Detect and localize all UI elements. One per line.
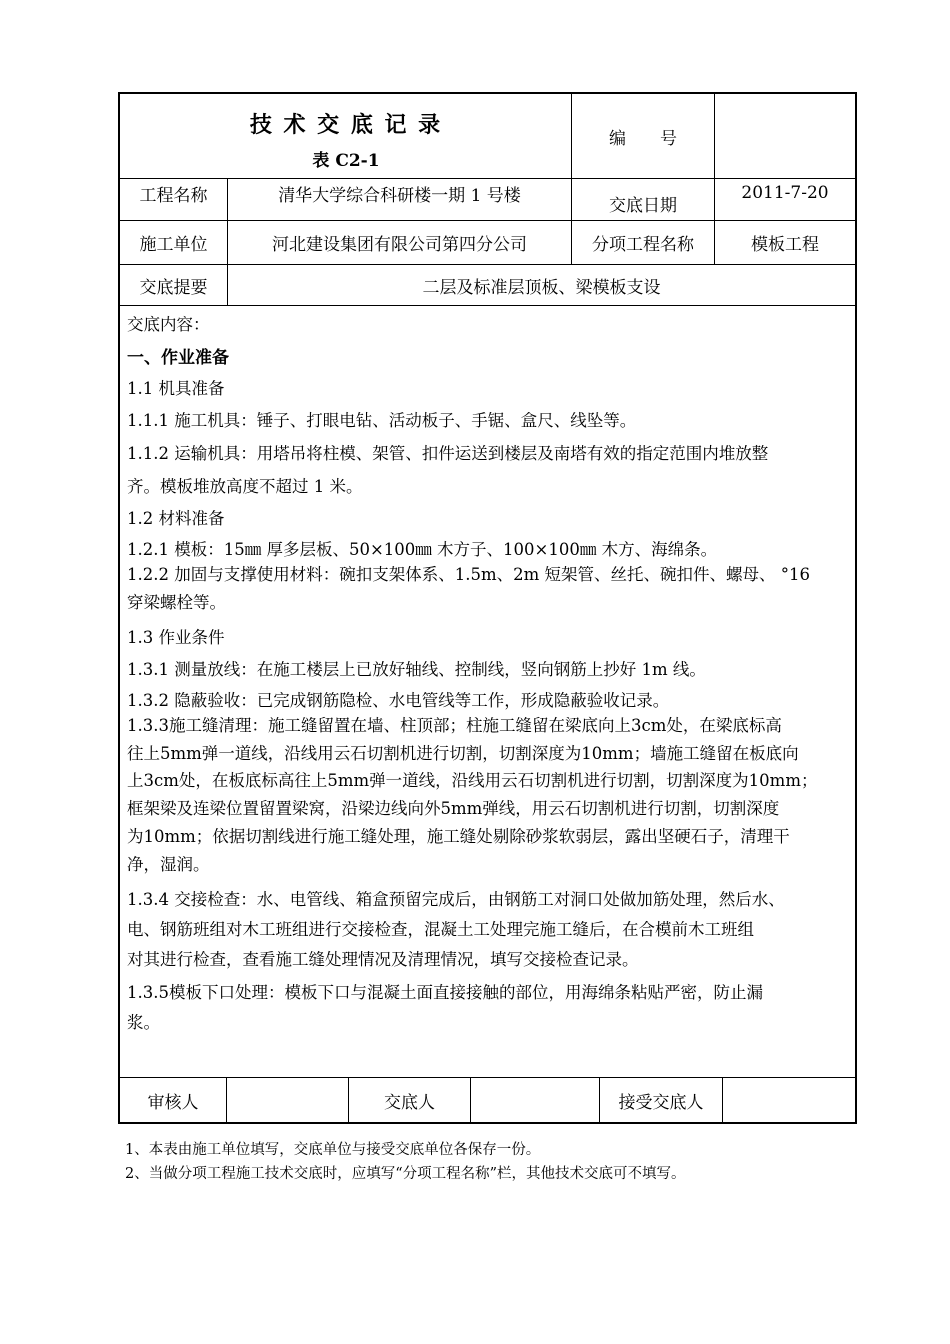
reviewer-field[interactable] [227,1078,348,1122]
paragraph-line: 1.3.4 交接检查：水、电管线、箱盒预留完成后，由钢筋工对洞口处做加筋处理，然后水、 [127,889,785,909]
subsection-heading: 1.1 机具准备 [127,379,225,399]
paragraph-line: 浆。 [127,1012,160,1032]
project-name-label: 工程名称 [139,185,208,206]
page-title: 技 术 交 底 记 录 [249,112,443,138]
construction-unit[interactable]: 河北建设集团有限公司第四分公司 [272,235,527,255]
subproject-name[interactable]: 模板工程 [751,235,819,255]
paragraph-line: 上3cm处，在板底标高往上5mm弹一道线，沿线用云石切割机进行切割，切割深度为10mm； [127,771,818,791]
summary-text[interactable]: 二层及标准层顶板、梁模板支设 [422,277,661,298]
paragraph: 1.2.1 模板：15㎜ 厚多层板、50×100㎜ 木方子、100×100㎜ 木方、海绵条。 [127,540,718,560]
paragraph: 齐。模板堆放高度不超过 1 米。 [127,476,363,496]
receiver-field[interactable] [723,1078,855,1122]
footnotes [125,1138,686,1186]
form-number: 表 C2-1 [312,151,380,171]
subsection-heading: 1.3 作业条件 [127,627,225,647]
number-value[interactable] [715,94,855,178]
footnote: 2、当做分项工程施工技术交底时，应填写“分项工程名称”栏，其他技术交底可不填写。 [125,1166,686,1182]
date-value[interactable]: 2011-7-20 [741,183,829,203]
paragraph-line: 1.3.5模板下口处理：模板下口与混凝土面直接接触的部位，用海绵条粘贴严密，防止漏 [127,982,763,1002]
summary-label: 交底提要 [139,277,208,298]
paragraph-line: 对其进行检查，查看施工缝处理情况及清理情况，填写交接检查记录。 [127,949,639,969]
paragraph-construction-joint [127,712,851,879]
paragraph-line: 1.3.3施工缝清理：施工缝留置在墙、柱顶部；柱施工缝留在梁底向上3cm处，在梁底标高 [127,715,782,735]
date-label: 交底日期 [609,196,677,216]
presenter-label: 交底人 [384,1092,435,1113]
paragraph-line: 框架梁及连梁位置留置梁窝，沿梁边线向外5mm弹线，用云石切割机进行切割，切割深度 [127,799,780,819]
paragraph-line: 电、钢筋班组对木工班组进行交接检查，混凝土工处理完施工缝后，在合模前木工班组 [127,919,754,939]
paragraph: 1.1.2 运输机具：用塔吊将柱模、架管、扣件运送到楼层及南塔有效的指定范围内堆放整 [127,444,769,464]
number-label: 编 号 [609,128,677,149]
paragraph-line: 往上5mm弹一道线，沿线用云石切割机进行切割，切割深度为10mm；墙施工缝留在板底向 [127,743,799,763]
section-heading: 一、作业准备 [127,347,229,368]
reviewer-label: 审核人 [147,1092,199,1113]
receiver-label: 接受交底人 [618,1092,704,1113]
paragraph-line: 为10mm；依据切割线进行施工缝处理，施工缝处剔除砂浆软弱层，露出坚硬石子，清理干 [127,826,790,846]
paragraph-formwork-bottom [127,978,851,1038]
unit-label: 施工单位 [139,235,208,255]
footnote: 1、本表由施工单位填写，交底单位与接受交底单位各保存一份。 [125,1142,541,1158]
paragraph: 穿梁螺栓等。 [127,593,226,613]
project-name[interactable]: 清华大学综合科研楼一期 1 号楼 [278,185,521,206]
content-body [127,311,851,1038]
subproject-label: 分项工程名称 [592,235,694,255]
paragraph: 1.1.1 施工机具：锤子、打眼电钻、活动板子、手锯、盒尺、线坠等。 [127,410,637,430]
paragraph: 1.2.2 加固与支撑使用材料：碗扣支架体系、1.5m、2m 短架管、丝托、碗扣件、螺母、 °16 [127,564,810,584]
row-divider [120,305,855,306]
paragraph: 1.3.1 测量放线：在施工楼层上已放好轴线、控制线，竖向钢筋上抄好 1m 线。 [127,659,706,679]
paragraph-handover-check [127,885,851,975]
subsection-heading: 1.2 材料准备 [127,508,225,528]
content-intro: 交底内容： [127,315,210,334]
paragraph: 1.3.2 隐蔽验收：已完成钢筋隐检、水电管线等工作，形成隐蔽验收记录。 [127,691,670,711]
presenter-field[interactable] [471,1078,599,1122]
paragraph-line: 净，湿润。 [127,854,210,874]
